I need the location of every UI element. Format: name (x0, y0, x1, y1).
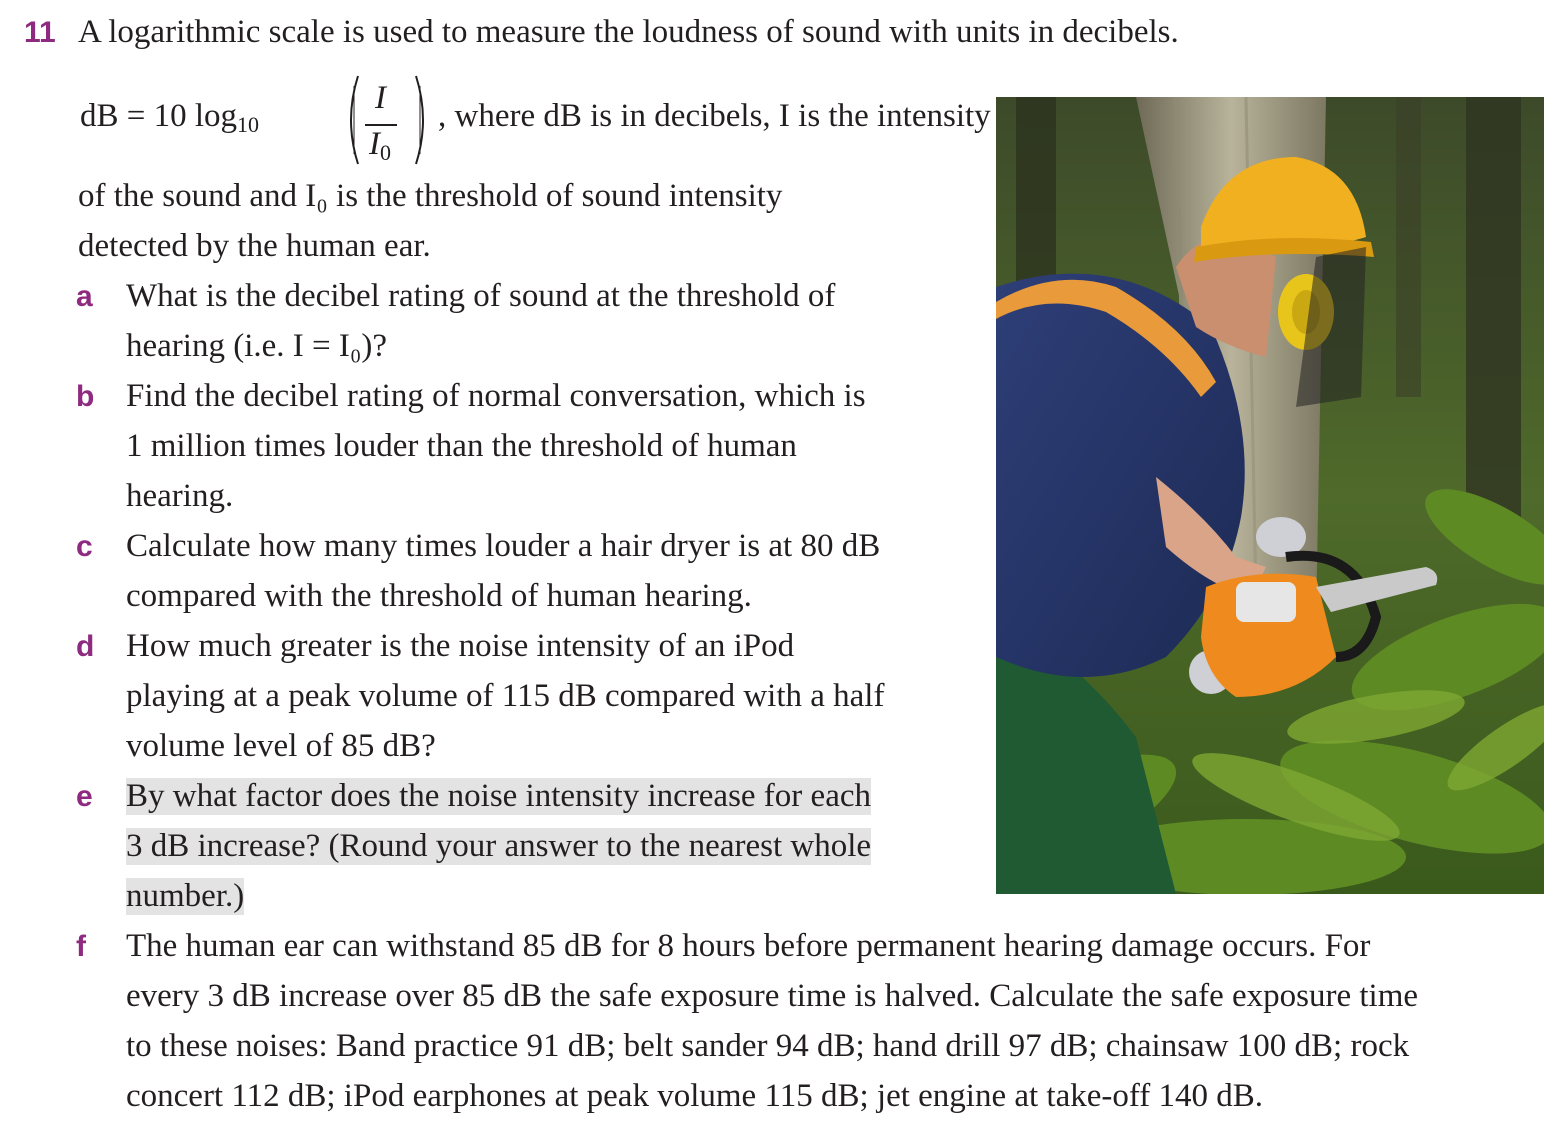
part-e-label: e (76, 780, 93, 813)
part-b-line-1: Find the decibel rating of normal conversation, which is (126, 378, 866, 414)
formula-log-base: 10 (237, 112, 260, 137)
part-d-line-3: volume level of 85 dB? (126, 728, 436, 764)
part-f-label: f (76, 930, 86, 963)
formula-tail: , where dB is in decibels, I is the intensity (438, 98, 991, 134)
question-number: 11 (24, 16, 56, 49)
part-e-line-3: number.) (126, 878, 245, 914)
part-d-line-1: How much greater is the noise intensity of an iPod (126, 628, 795, 664)
part-b-line-2: 1 million times louder than the threshold of human (126, 428, 797, 464)
intro-line-3: detected by the human ear. (78, 228, 431, 264)
part-a-line-2: hearing (i.e. I = I₀)? (126, 328, 387, 364)
part-c-line-1: Calculate how many times louder a hair dryer is at 80 dB (126, 528, 881, 564)
part-c-line-2: compared with the threshold of human hearing. (126, 578, 752, 614)
part-c-label: c (76, 530, 93, 563)
question-intro: A logarithmic scale is used to measure the loudness of sound with units in decibels. (78, 14, 1179, 50)
part-d-line-2: playing at a peak volume of 115 dB compared with a half (126, 678, 885, 714)
formula-denominator: I (369, 126, 380, 162)
decibel-formula (80, 70, 991, 170)
part-f-line-2: every 3 dB increase over 85 dB the safe exposure time is halved. Calculate the safe exposure time (126, 978, 1419, 1014)
part-f-line-3: to these noises: Band practice 91 dB; belt sander 94 dB; hand drill 97 dB; chainsaw 100 dB; rock (126, 1028, 1410, 1064)
part-e-line-2: 3 dB increase? (Round your answer to the nearest whole (126, 828, 872, 864)
part-d-label: d (76, 630, 95, 663)
part-b-label: b (76, 380, 95, 413)
forest-illustration (996, 97, 1544, 894)
part-a-label: a (76, 280, 93, 313)
intro-line-2: of the sound and I₀ is the threshold of sound intensity (78, 178, 783, 214)
formula-denominator-sub: 0 (380, 140, 391, 165)
part-f-line-4: concert 112 dB; iPod earphones at peak volume 115 dB; jet engine at take-off 140 dB. (126, 1078, 1264, 1114)
formula-numerator: I (375, 80, 386, 116)
part-e-line-1: By what factor does the noise intensity increase for each (126, 778, 871, 814)
part-b-line-3: hearing. (126, 478, 234, 514)
formula-fraction (355, 80, 410, 165)
formula-lhs: dB = 10 log (80, 98, 238, 134)
chainsaw-worker-photo (996, 97, 1544, 894)
part-a-line-1: What is the decibel rating of sound at the threshold of (126, 278, 836, 314)
part-f-line-1: The human ear can withstand 85 dB for 8 hours before permanent hearing damage occurs. For (126, 928, 1371, 964)
